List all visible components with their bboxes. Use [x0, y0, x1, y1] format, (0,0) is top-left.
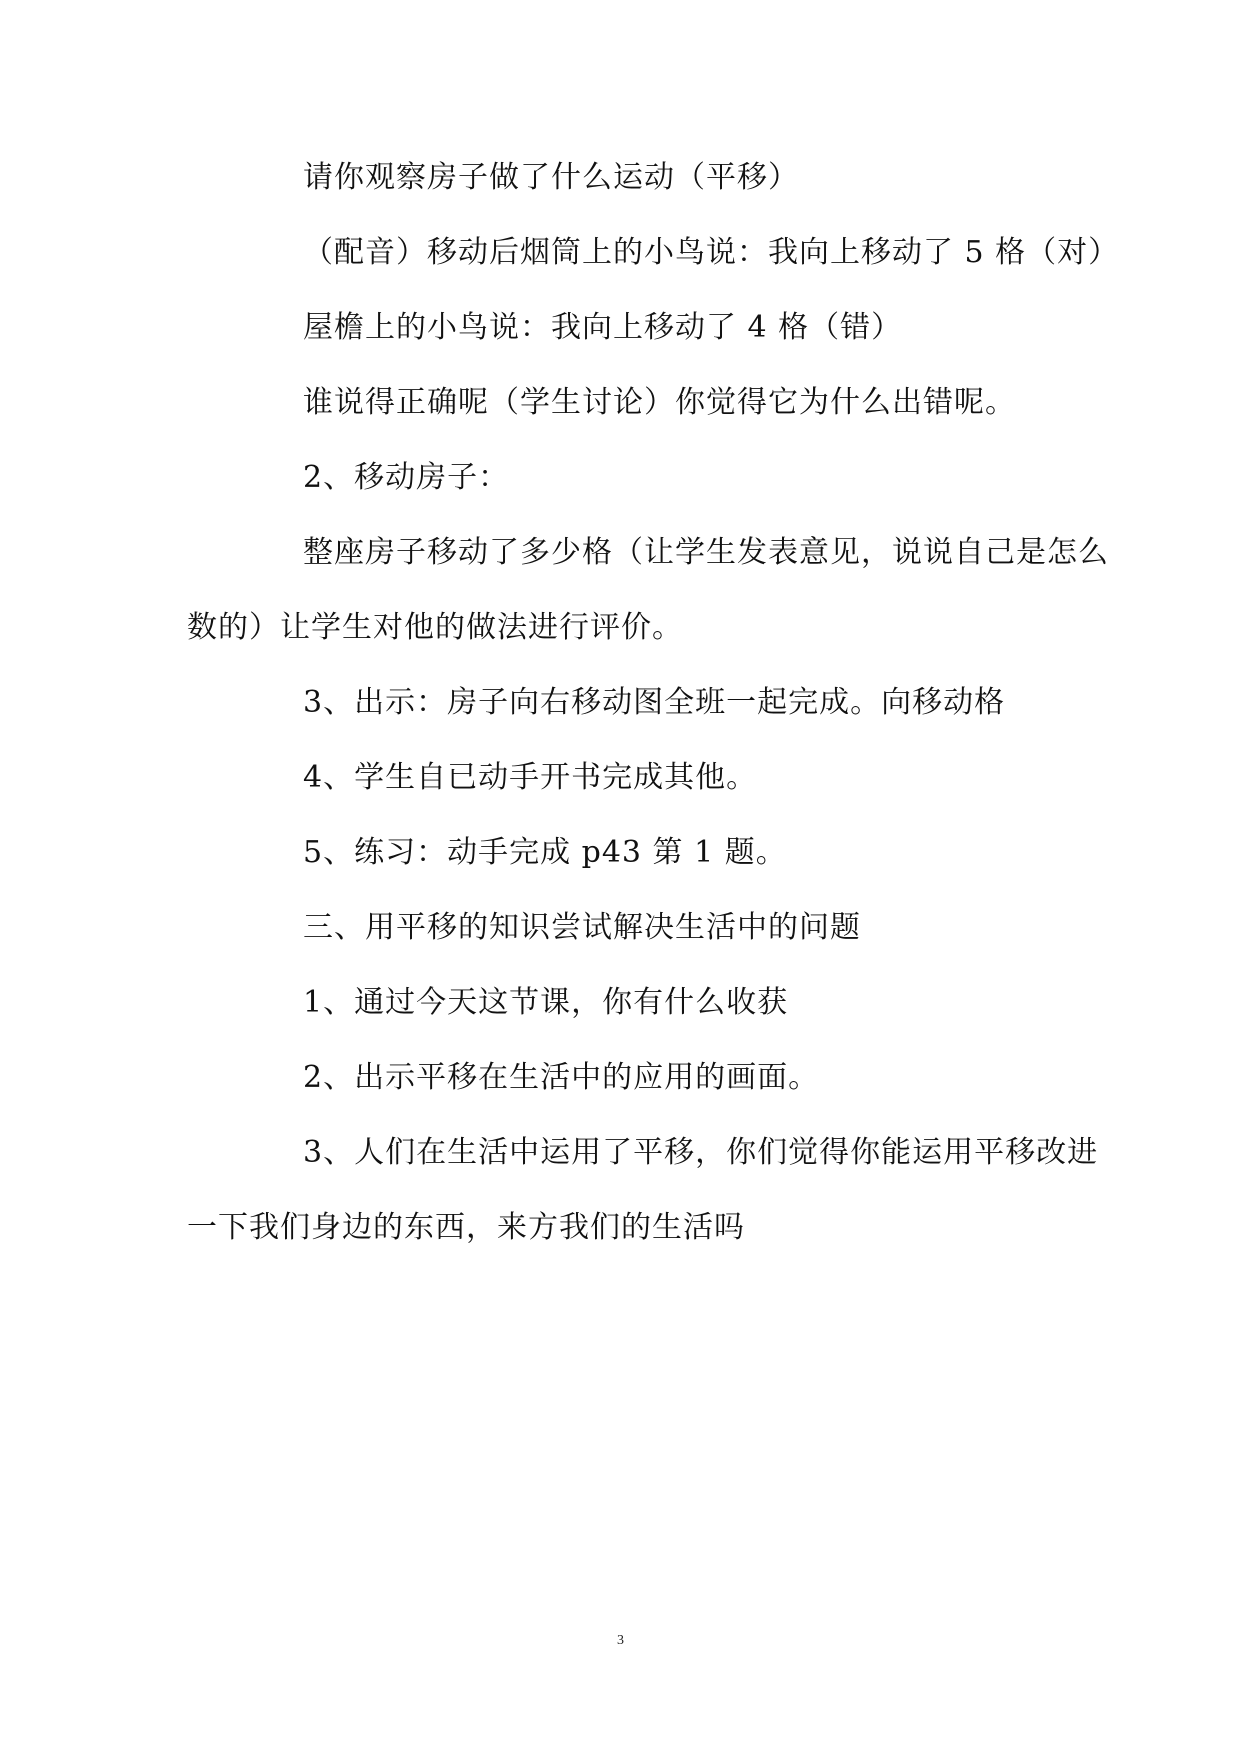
section-heading: 三、用平移的知识尝试解决生活中的问题 — [303, 910, 861, 945]
paragraph: 谁说得正确呢（学生讨论）你觉得它为什么出错呢。 — [303, 385, 1016, 420]
paragraph: 屋檐上的小鸟说：我向上移动了 4 格（错） — [303, 310, 903, 345]
paragraph: 2、移动房子： — [303, 460, 510, 495]
paragraph: 5、练习：动手完成 p43 第 1 题。 — [303, 835, 787, 870]
paragraph: 请你观察房子做了什么运动（平移） — [303, 160, 799, 195]
paragraph: 整座房子移动了多少格（让学生发表意见，说说自己是怎么 — [303, 535, 1109, 570]
page-number: 3 — [617, 1633, 624, 1648]
paragraph: 4、学生自已动手开书完成其他。 — [303, 760, 758, 795]
paragraph: 2、出示平移在生活中的应用的画面。 — [303, 1060, 820, 1095]
paragraph-continuation: 一下我们身边的东西，来方我们的生活吗 — [187, 1210, 745, 1245]
paragraph: 3、人们在生活中运用了平移，你们觉得你能运用平移改进 — [303, 1135, 1099, 1170]
paragraph: （配音）移动后烟筒上的小鸟说：我向上移动了 5 格（对） — [303, 235, 1120, 270]
paragraph-continuation: 数的）让学生对他的做法进行评价。 — [187, 610, 683, 645]
paragraph: 1、通过今天这节课，你有什么收获 — [303, 985, 789, 1020]
document-body — [187, 140, 1120, 1265]
paragraph: 3、出示：房子向右移动图全班一起完成。向移动格 — [303, 685, 1006, 720]
